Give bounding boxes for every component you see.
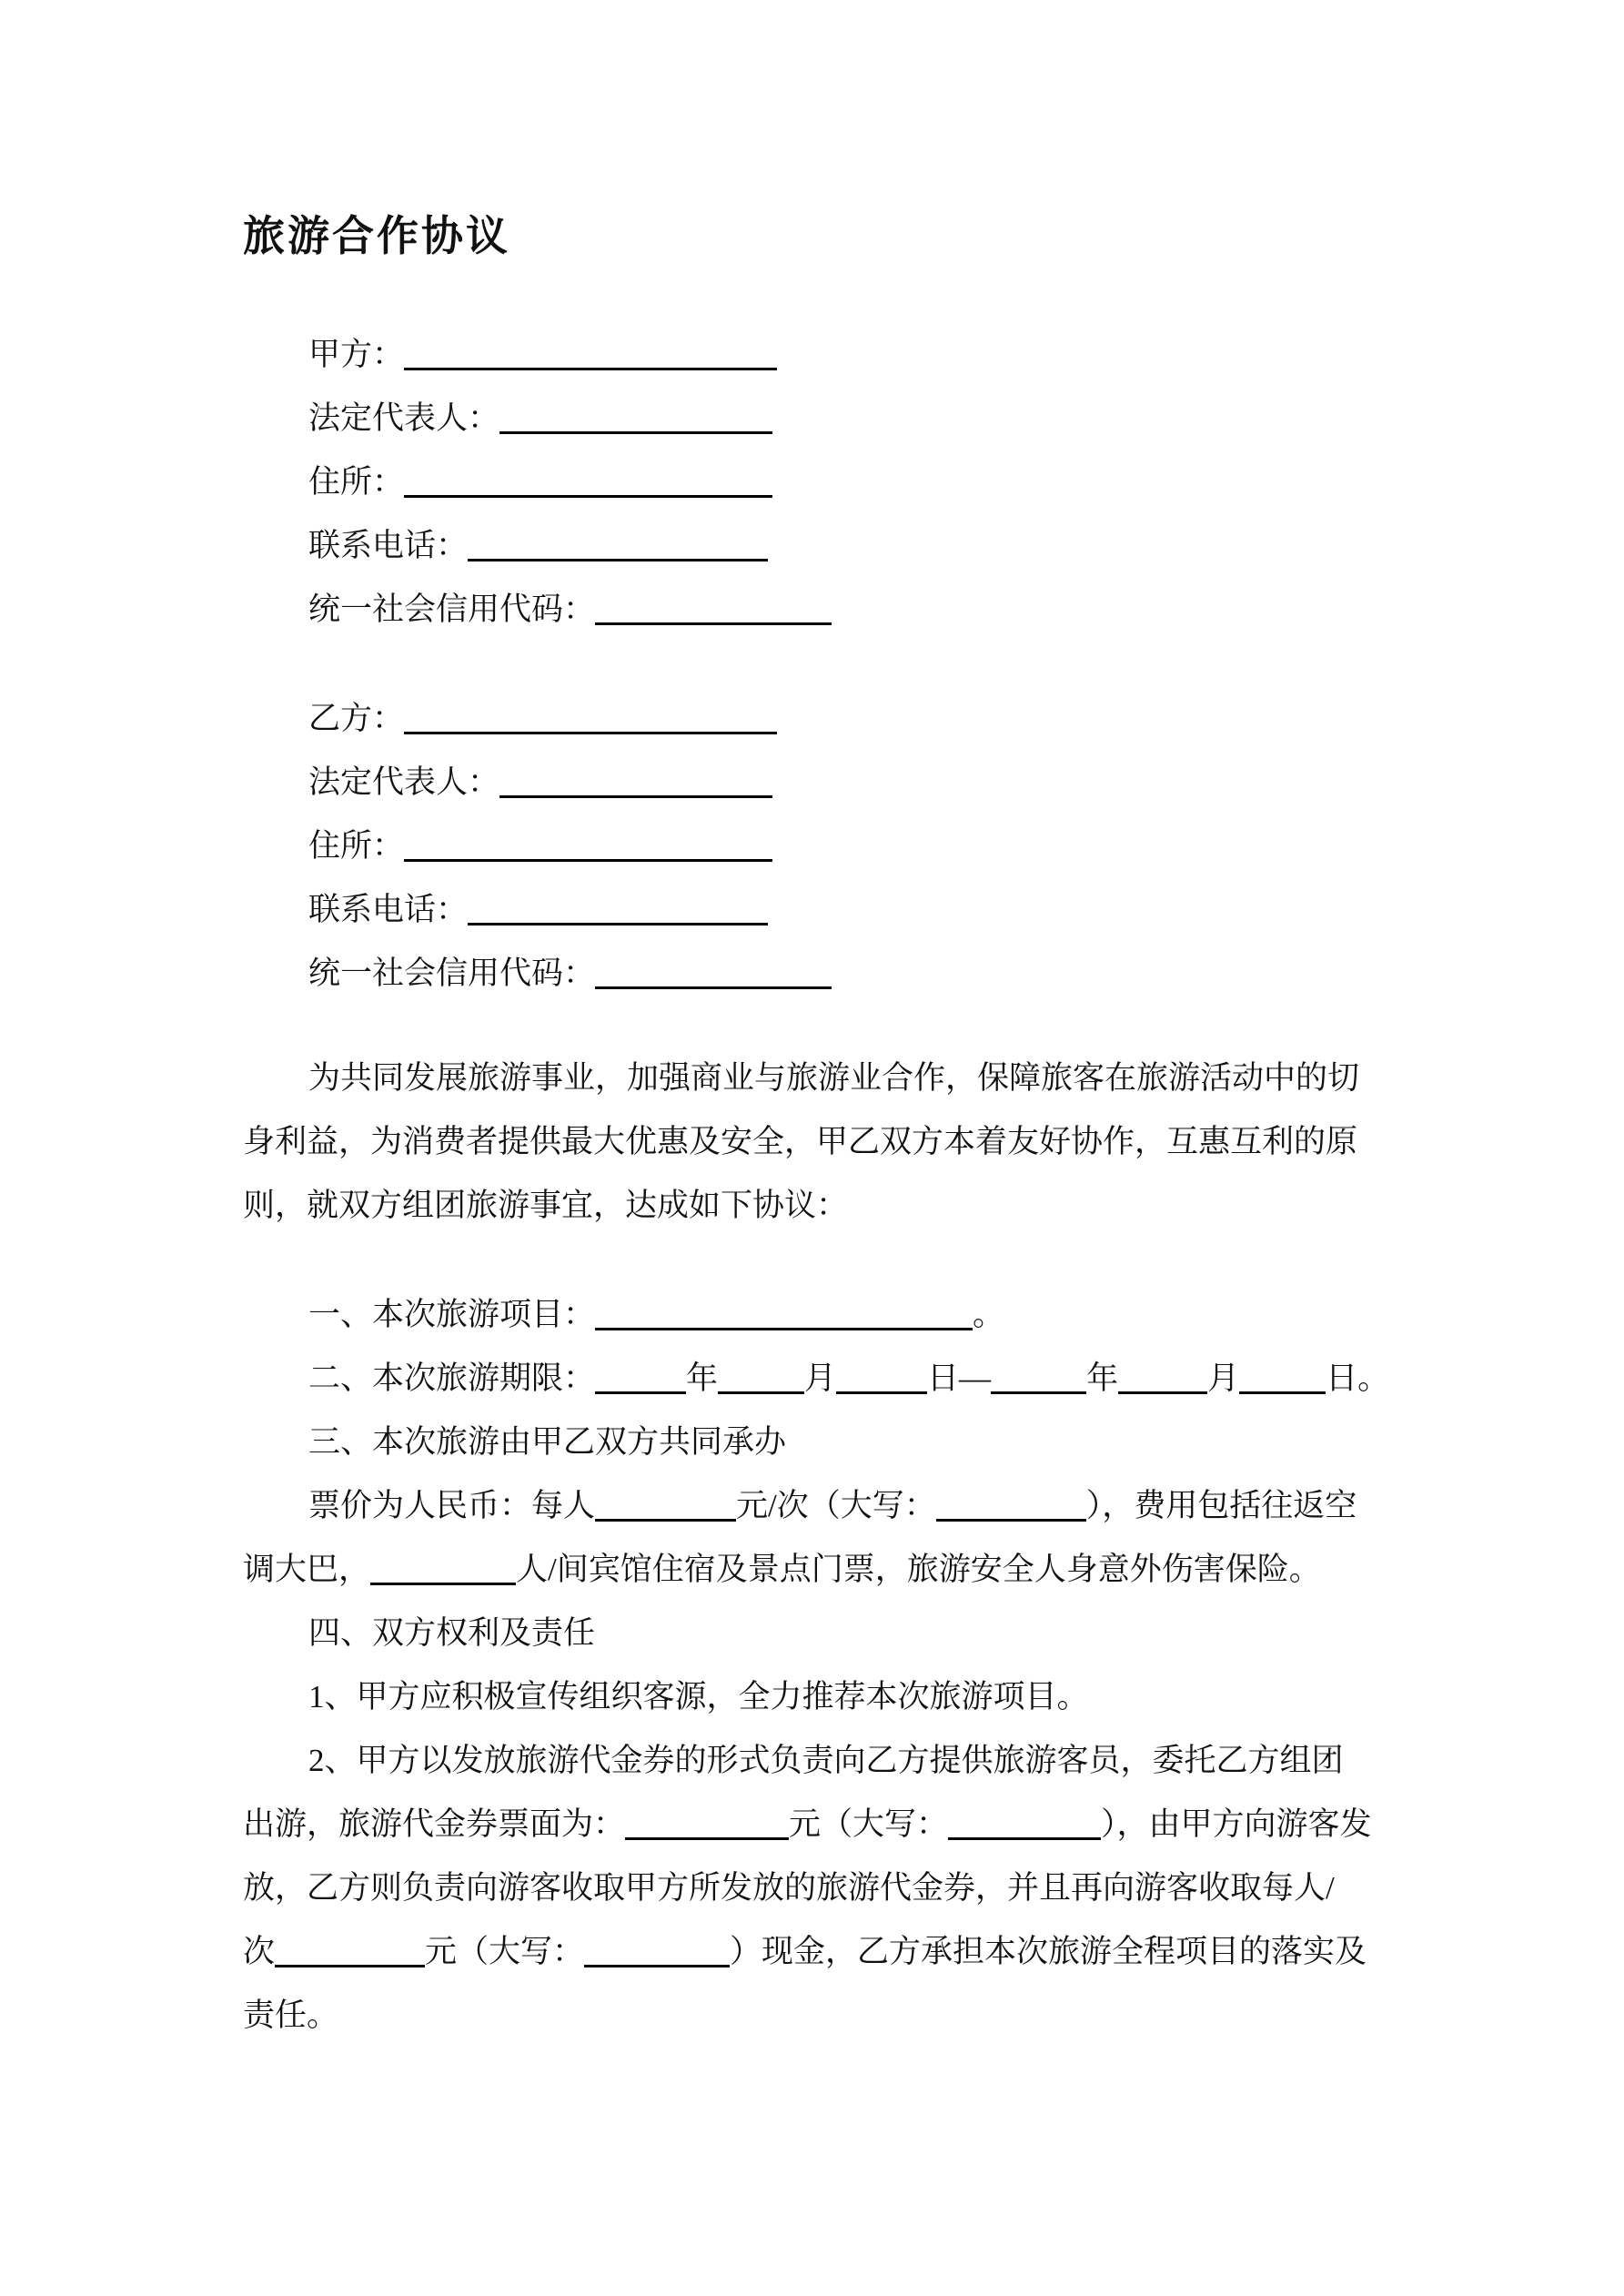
- text-segment: 甲方：: [308, 337, 405, 372]
- fill-in-blank: [499, 428, 772, 434]
- text-segment: 元（大写：: [425, 1934, 585, 1969]
- text-segment: 月: [1207, 1360, 1240, 1396]
- clause-2-duration-line: [243, 1347, 1392, 1411]
- text-segment: 三、本次旅游由甲乙双方共同承办: [308, 1424, 787, 1460]
- fill-in-blank: [595, 1388, 686, 1394]
- party-a-legal-representative-line: [243, 387, 1392, 450]
- fill-in-blank: [404, 728, 777, 734]
- clause-4-item-2-line-2: [243, 1793, 1392, 1856]
- text-segment: 二、本次旅游期限：: [308, 1360, 596, 1396]
- fill-in-blank: [595, 1515, 736, 1522]
- fill-in-blank: [948, 1834, 1101, 1840]
- text-segment: 联系电话：: [308, 528, 469, 563]
- fill-in-blank: [370, 1579, 516, 1585]
- party-b-legal-representative-line: [243, 751, 1392, 814]
- fill-in-blank: [595, 1324, 973, 1330]
- preamble-line-3: [243, 1174, 1392, 1238]
- text-segment: 票价为人民币：每人: [308, 1488, 596, 1523]
- document-title: 旅游合作协议: [243, 213, 510, 259]
- party-a-credit-code-line: [243, 578, 1392, 642]
- block-clauses: [243, 1283, 1392, 2048]
- text-segment: ）现金，乙方承担本次旅游全程项目的落实及: [730, 1934, 1367, 1969]
- preamble-line-1: [243, 1047, 1392, 1110]
- clause-4-rights-heading-line: [243, 1602, 1392, 1665]
- fill-in-blank: [468, 555, 768, 561]
- text-segment: 一、本次旅游项目：: [308, 1297, 596, 1332]
- text-segment: 联系电话：: [308, 892, 469, 927]
- text-segment: 住所：: [308, 828, 405, 864]
- ticket-price-line-1: [243, 1474, 1392, 1538]
- text-segment: 次: [243, 1934, 276, 1969]
- party-b-name-line: [243, 687, 1392, 751]
- fill-in-blank: [275, 1961, 425, 1967]
- block-party-a: [243, 323, 1392, 642]
- text-segment: 年: [1086, 1360, 1119, 1396]
- text-segment: 乙方：: [308, 701, 405, 736]
- text-segment: 法定代表人：: [308, 764, 500, 800]
- fill-in-blank: [1239, 1388, 1326, 1394]
- text-segment: 为共同发展旅游事业，加强商业与旅游业合作，保障旅客在旅游活动中的切: [308, 1060, 1360, 1096]
- text-segment: 责任。: [243, 1998, 339, 2033]
- fill-in-blank: [404, 855, 772, 862]
- text-segment: 元（大写：: [789, 1806, 949, 1842]
- text-segment: 月: [804, 1360, 837, 1396]
- clause-3-host-line: [243, 1411, 1392, 1474]
- text-segment: 1、甲方应积极宣传组织客源，全力推荐本次旅游项目。: [308, 1679, 1089, 1714]
- fill-in-blank: [836, 1388, 927, 1394]
- party-a-address-line: [243, 450, 1392, 514]
- fill-in-blank: [499, 792, 772, 798]
- fill-in-blank: [584, 1961, 730, 1967]
- text-segment: ），费用包括往返空: [1085, 1488, 1357, 1523]
- text-segment: 法定代表人：: [308, 400, 500, 436]
- text-segment: 四、双方权利及责任: [308, 1615, 596, 1651]
- text-segment: 住所：: [308, 464, 405, 500]
- fill-in-blank: [595, 619, 832, 625]
- text-segment: 日—: [927, 1360, 992, 1396]
- text-segment: 调大巴，: [243, 1552, 371, 1587]
- clause-4-item-2-line-5: [243, 1984, 1392, 2048]
- document-body: [243, 323, 1392, 2048]
- clause-4-item-1-line: [243, 1665, 1392, 1729]
- text-segment: 统一社会信用代码：: [308, 592, 596, 627]
- text-segment: 2、甲方以发放旅游代金券的形式负责向乙方提供旅游客员，委托乙方组团: [308, 1743, 1344, 1778]
- party-b-credit-code-line: [243, 942, 1392, 1006]
- text-segment: 元/次（大写：: [736, 1488, 936, 1523]
- fill-in-blank: [1118, 1388, 1207, 1394]
- clause-4-item-2-line-1: [243, 1729, 1392, 1793]
- clause-1-project-line: [243, 1283, 1392, 1347]
- text-segment: 出游，旅游代金券票面为：: [243, 1806, 626, 1842]
- preamble-line-2: [243, 1110, 1392, 1174]
- clause-4-item-2-line-3: [243, 1856, 1392, 1920]
- fill-in-blank: [468, 919, 768, 925]
- text-segment: 年: [686, 1360, 719, 1396]
- fill-in-blank: [404, 364, 777, 370]
- text-segment: 则，就双方组团旅游事宜，达成如下协议：: [243, 1188, 849, 1223]
- text-segment: 。: [973, 1297, 1005, 1332]
- block-party-b: [243, 687, 1392, 1006]
- text-segment: 人/间宾馆住宿及景点门票，旅游安全人身意外伤害保险。: [516, 1552, 1321, 1587]
- text-segment: 日。: [1326, 1360, 1390, 1396]
- fill-in-blank: [991, 1388, 1086, 1394]
- party-b-phone-line: [243, 878, 1392, 942]
- party-a-name-line: [243, 323, 1392, 387]
- fill-in-blank: [936, 1515, 1086, 1522]
- party-b-address-line: [243, 814, 1392, 878]
- clause-4-item-2-line-4: [243, 1920, 1392, 1984]
- fill-in-blank: [718, 1388, 804, 1394]
- party-a-phone-line: [243, 514, 1392, 578]
- text-segment: 统一社会信用代码：: [308, 956, 596, 991]
- ticket-price-line-2: [243, 1538, 1392, 1602]
- text-segment: ），由甲方向游客发: [1101, 1806, 1372, 1842]
- text-segment: 身利益，为消费者提供最大优惠及安全，甲乙双方本着友好协作，互惠互利的原: [243, 1124, 1358, 1159]
- block-preamble: [243, 1047, 1392, 1238]
- text-segment: 放，乙方则负责向游客收取甲方所发放的旅游代金券，并且再向游客收取每人/: [243, 1870, 1335, 1906]
- fill-in-blank: [625, 1834, 789, 1840]
- fill-in-blank: [404, 491, 772, 498]
- fill-in-blank: [595, 983, 832, 989]
